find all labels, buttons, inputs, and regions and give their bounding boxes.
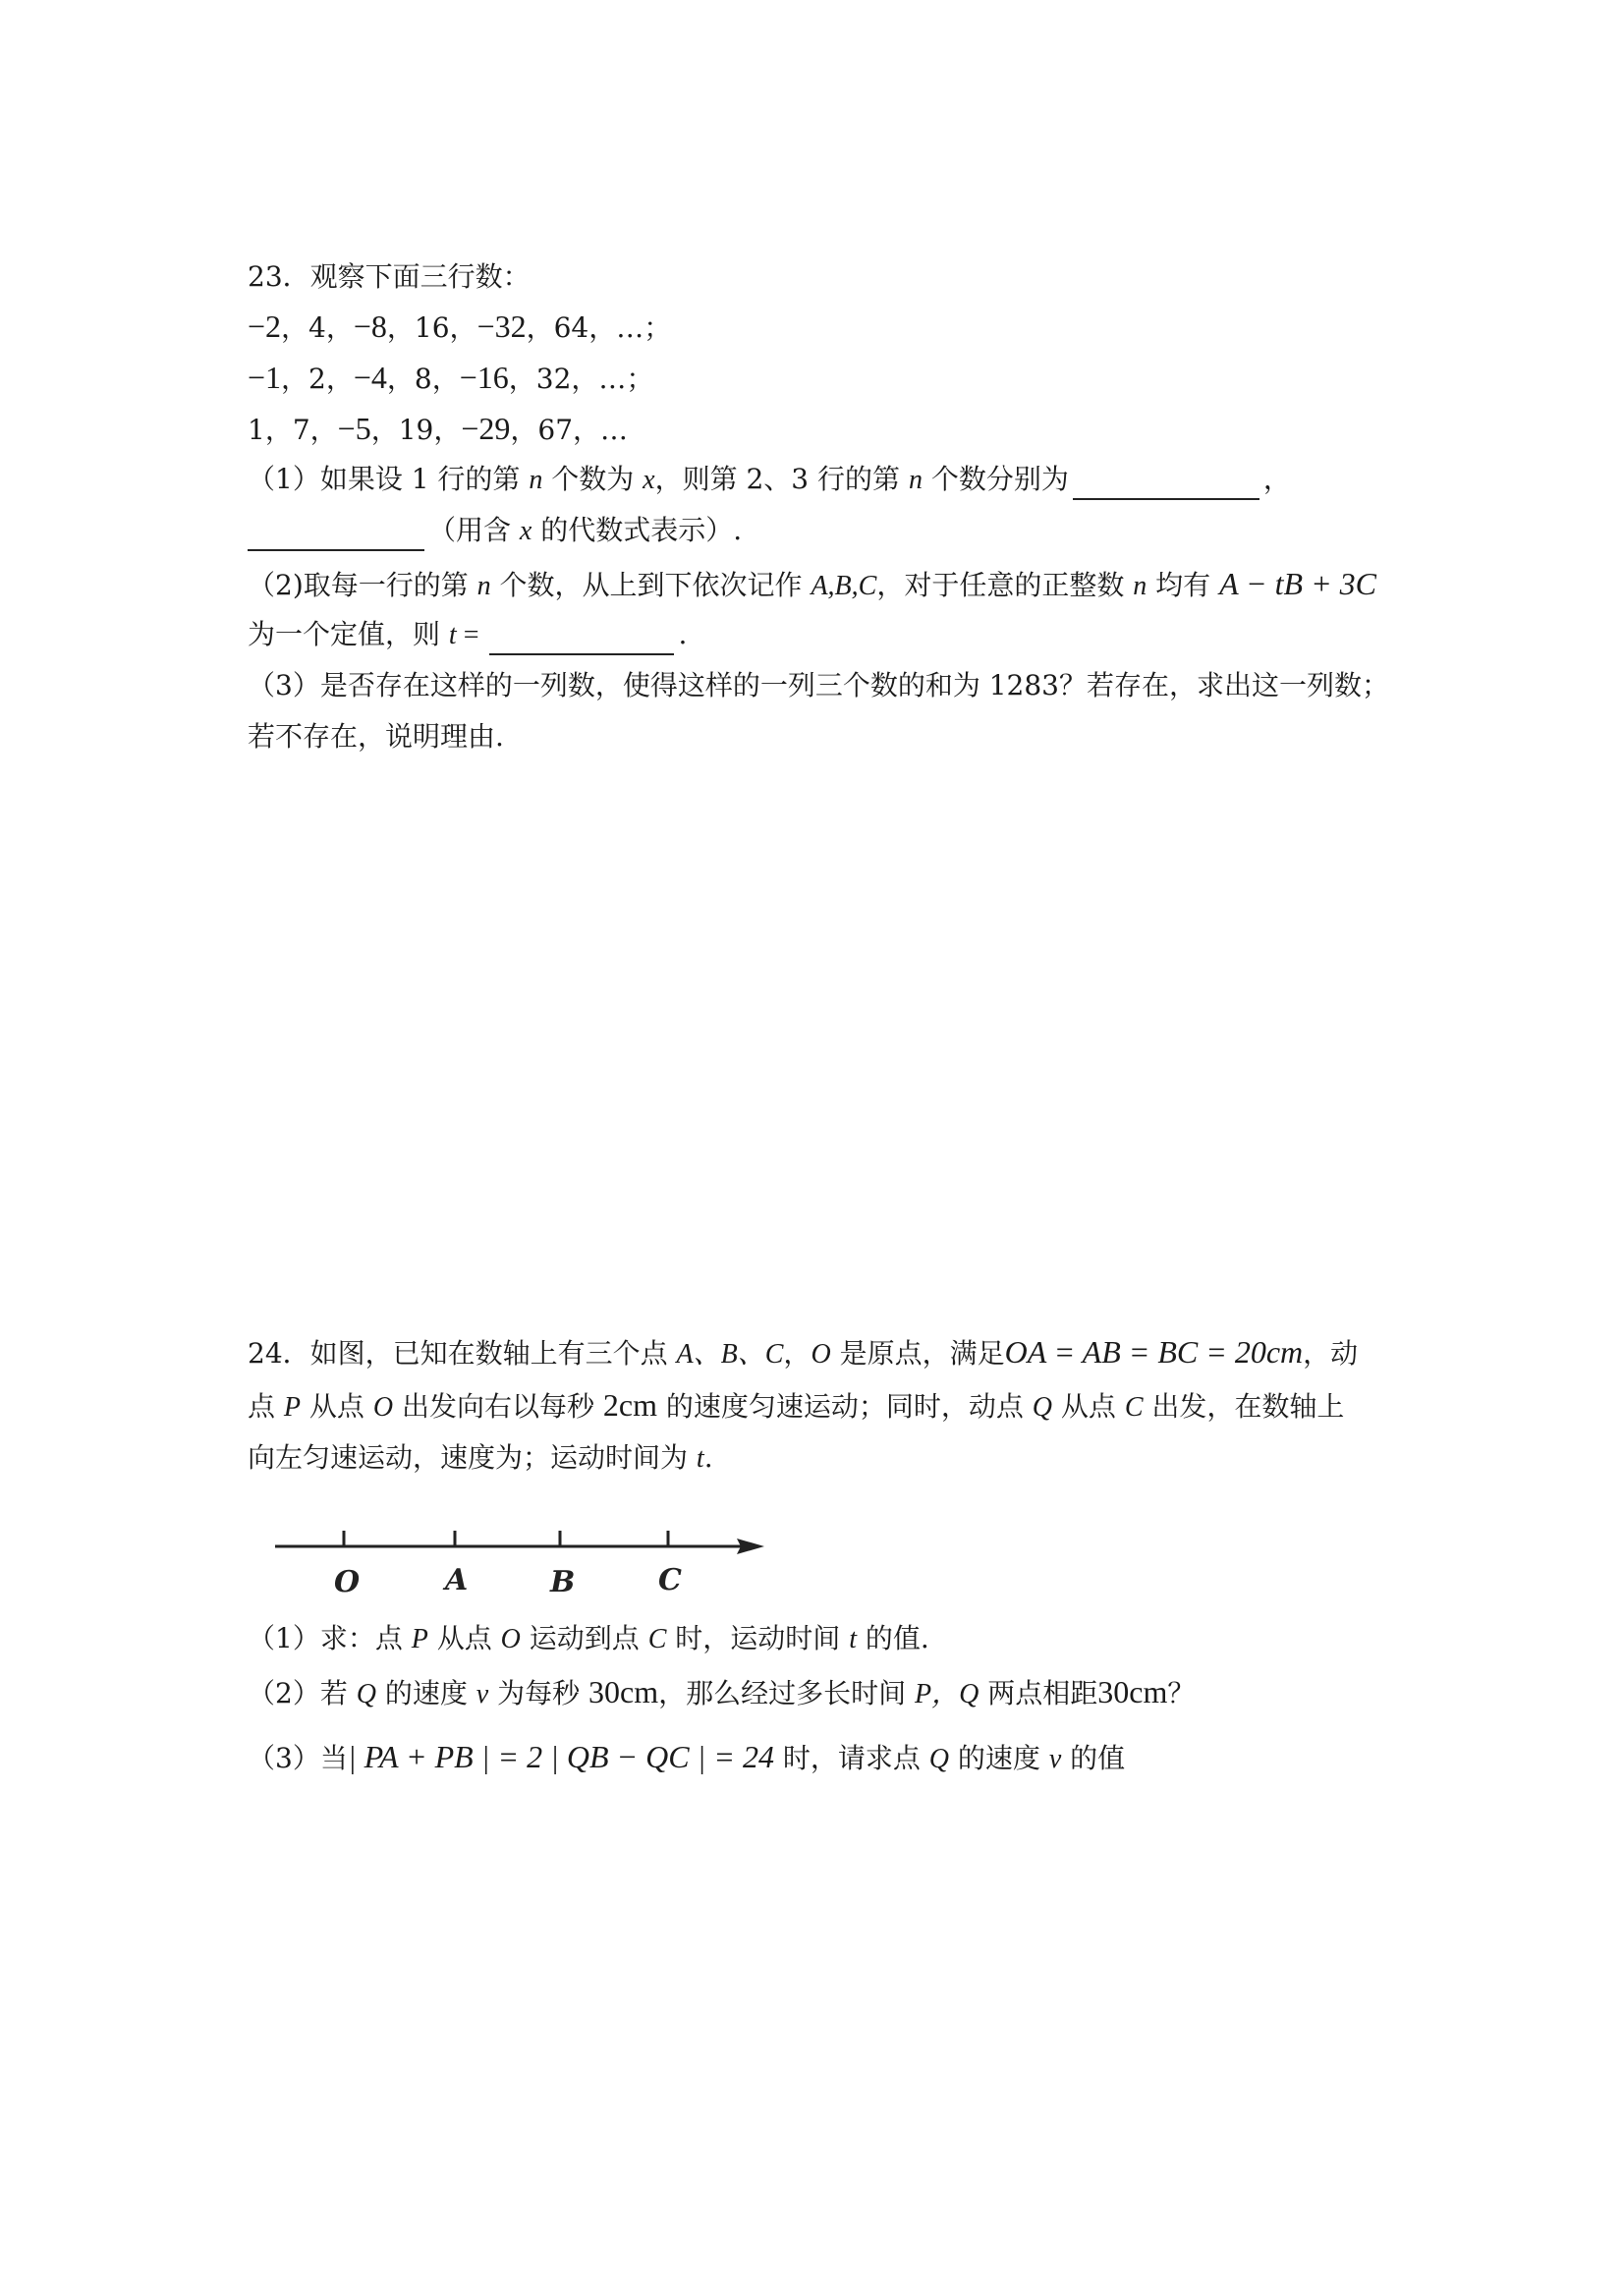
var-n: n: [529, 465, 543, 495]
q23-row2: [248, 358, 653, 399]
var-x: x: [519, 516, 532, 546]
label-o: O: [334, 1565, 361, 1599]
var-p: P: [283, 1392, 302, 1423]
row3-sep-2: ，67，…: [510, 414, 629, 446]
row2-val-a: −1: [248, 360, 282, 395]
q24-l2-text-a: 点: [248, 1390, 284, 1423]
var-q: Q: [356, 1679, 376, 1709]
q23-p2-period: .: [678, 618, 688, 650]
q24-l2-text-f: 出发，在数轴上: [1143, 1390, 1345, 1423]
row2-val-c: −16: [459, 360, 509, 395]
q24-l2-text-c: 出发向右以每秒: [393, 1390, 603, 1423]
q23-p2-text-e: 为一个定值，则: [248, 618, 449, 650]
q24-l3-period: .: [703, 1441, 713, 1474]
number-line-svg: [265, 1513, 776, 1601]
var-n: n: [908, 465, 923, 495]
var-v: v: [476, 1679, 489, 1709]
q24-p1-text-c: 运动到点: [520, 1622, 648, 1654]
var-c: C: [647, 1624, 667, 1654]
q24-l1-text-c: 是原点，满足: [830, 1337, 1005, 1370]
q24-p2-text-b: 的速度: [375, 1677, 476, 1709]
q24-p2-text-d: ，那么经过多长时间: [658, 1677, 916, 1709]
var-t: t: [448, 620, 457, 650]
number-line-figure: [265, 1513, 776, 1601]
q23-p2-text-c: ，对于任意的正整数: [876, 569, 1134, 601]
q24-part1: [248, 1619, 929, 1659]
row1-val-b: −8: [353, 308, 387, 344]
q23-part2-line1: [248, 564, 1376, 606]
answer-blank-1[interactable]: [1073, 469, 1259, 500]
row1-val-c: −32: [476, 308, 527, 344]
row3-val-a: −5: [337, 411, 371, 446]
var-t: t: [849, 1624, 857, 1654]
q24-l2-text-d: 的速度匀速运动；同时，动点: [656, 1390, 1033, 1423]
var-q: Q: [928, 1744, 950, 1774]
row3-val-b: −29: [461, 411, 511, 446]
row1-sep-2: ，16，: [386, 311, 477, 344]
q24-l1-text-b: ，: [783, 1337, 812, 1370]
row1-val-a: −2: [248, 308, 282, 344]
answer-blank-2[interactable]: [248, 520, 424, 551]
q23-part3-line1: [248, 666, 1389, 705]
q23-p1-comma: ，: [1262, 463, 1291, 495]
q24-p1-text-e: 的值.: [856, 1622, 929, 1654]
label-c: C: [658, 1563, 682, 1597]
expr-abs-equation: | PA + PB | = 2 | QB − QC | = 24: [347, 1739, 774, 1774]
q24-p2-text-a: （2）若: [248, 1677, 357, 1709]
var-x: x: [643, 465, 655, 495]
row2-sep-3: ，32，…；: [508, 363, 654, 395]
row3-sep-1: ，19，: [370, 414, 462, 446]
q24-p3-text-a: （3）当: [248, 1742, 348, 1774]
q23-part2-line2: [248, 615, 687, 655]
q24-part3: [248, 1737, 1125, 1779]
q24-p1-text-d: 时，运动时间: [666, 1622, 850, 1654]
q24-p1-text-b: 从点: [427, 1622, 501, 1654]
q23-p1-text-g: 的代数式表示）.: [532, 514, 743, 546]
q24-p1-text-a: （1）求：点: [248, 1622, 412, 1654]
speed-30cm: 30cm: [588, 1674, 659, 1709]
row1-sep-3: ，64，…；: [526, 311, 672, 344]
q23-p3-text-1: （3）是否存在这样的一列数，使得这样的一列三个数的和为 1283？若存在，求出这一列数；: [248, 669, 1389, 701]
row2-sep-2: ，8，: [386, 363, 460, 395]
q24-l2-text-b: 从点: [301, 1390, 373, 1423]
q24-line3: [248, 1438, 713, 1479]
var-t: t: [696, 1443, 704, 1474]
q24-p2-text-c: 为每秒: [488, 1677, 589, 1709]
q23-p2-text-d: 均有: [1147, 569, 1220, 601]
expr-a-tb-3c: A − tB + 3C: [1219, 566, 1376, 601]
q24-l3-text-a: 向左匀速运动，速度为；运动时间为: [248, 1441, 697, 1474]
q23-p2-text-b: 个数，从上到下依次记作: [490, 569, 812, 601]
q24-p3-text-d: 的值: [1061, 1742, 1126, 1774]
var-n: n: [476, 571, 491, 601]
distance-30cm: 30cm: [1097, 1674, 1168, 1709]
q23-p3-text-2: 若不存在，说明理由.: [248, 720, 504, 753]
q23-p1-text-f: （用含: [428, 514, 520, 546]
speed-2cm: 2cm: [602, 1387, 657, 1423]
var-o: O: [500, 1624, 521, 1654]
var-q: Q: [1032, 1392, 1053, 1423]
q23-part1-line2: [248, 511, 742, 551]
q23-p1-text-a: （1）如果设 1 行的第: [248, 463, 530, 495]
q23-title: [248, 257, 531, 297]
q23-p1-text-d: 个数分别为: [922, 463, 1069, 495]
equals-sign: =: [456, 620, 486, 650]
var-p: P: [411, 1624, 428, 1654]
var-c: C: [1124, 1392, 1144, 1423]
q23-row1: [248, 307, 671, 348]
var-n: n: [1133, 571, 1147, 601]
var-abc: A,B,C: [811, 571, 877, 601]
var-v: v: [1048, 1744, 1062, 1774]
row3-sep-0: 1，7，: [248, 414, 338, 446]
q23-p1-text-b: 个数为: [542, 463, 644, 495]
q24-l1-text-a: 24．如图，已知在数轴上有三个点: [248, 1337, 677, 1370]
q24-l1-text-d: ，动: [1303, 1337, 1359, 1370]
q24-line2: [248, 1385, 1344, 1428]
row2-sep-1: ，2，: [281, 363, 354, 395]
var-o: O: [811, 1339, 831, 1370]
var-o: O: [372, 1392, 394, 1423]
q24-line1: [248, 1332, 1358, 1374]
q24-p3-text-b: 时，请求点: [773, 1742, 929, 1774]
row1-sep-1: ，4，: [281, 311, 354, 344]
q23-row3: [248, 409, 628, 450]
var-pq: P，Q: [915, 1679, 979, 1709]
q23-p2-text-a: （2)取每一行的第: [248, 569, 477, 601]
q23-part3-line2: [248, 717, 504, 756]
expr-oa-ab-bc: OA = AB = BC = 20cm: [1004, 1334, 1304, 1370]
q24-l2-text-e: 从点: [1052, 1390, 1125, 1423]
q24-p2-text-e: 两点相距: [979, 1677, 1098, 1709]
label-a: A: [445, 1563, 469, 1597]
q24-p2-question-mark: ？: [1167, 1677, 1196, 1709]
points-abc: A、B、C: [676, 1339, 784, 1370]
q23-part1-line1: [248, 460, 1291, 500]
arrow-head-icon: [737, 1539, 764, 1554]
answer-blank-3[interactable]: [489, 624, 674, 655]
q24-part2: [248, 1672, 1195, 1714]
q24-p3-text-c: 的速度: [949, 1742, 1049, 1774]
q23-title-text: 23．观察下面三行数：: [248, 260, 531, 293]
label-b: B: [550, 1565, 576, 1599]
row2-val-b: −4: [353, 360, 387, 395]
q23-p1-text-c: ，则第 2、3 行的第: [654, 463, 909, 495]
